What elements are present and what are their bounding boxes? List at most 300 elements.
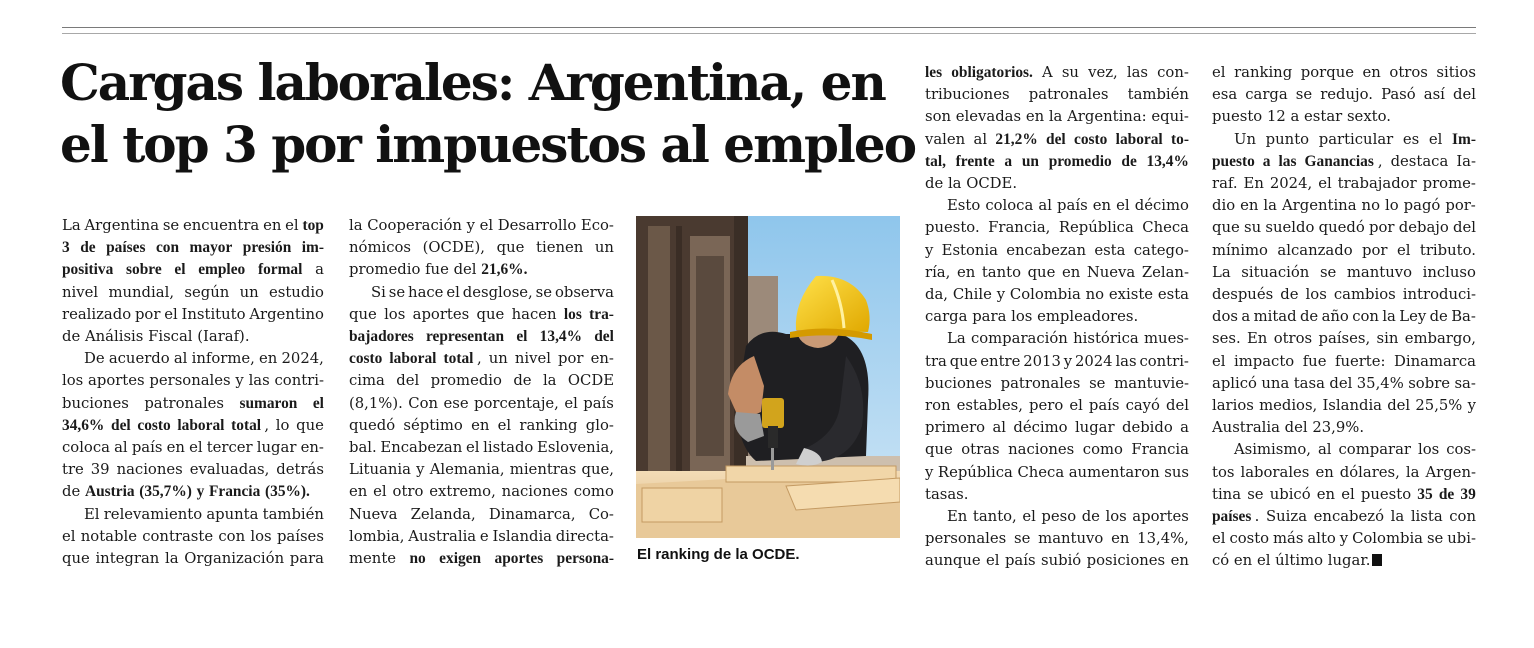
text: con bbox=[1449, 508, 1476, 526]
article-line bbox=[1212, 462, 1476, 484]
text: dólares, bbox=[1339, 463, 1400, 481]
text: 12 bbox=[1266, 108, 1286, 126]
article-paragraph bbox=[62, 348, 324, 503]
text: el bbox=[164, 305, 178, 323]
bold-text: im- bbox=[301, 239, 324, 257]
text: en bbox=[166, 439, 185, 457]
article-line bbox=[1212, 62, 1476, 84]
text: lo bbox=[275, 416, 290, 434]
text: a bbox=[1180, 419, 1189, 437]
text: medios, bbox=[1259, 397, 1318, 415]
article-line bbox=[925, 151, 1189, 173]
text: Encabezan bbox=[380, 439, 463, 457]
article-line bbox=[1212, 528, 1476, 550]
text: 23,9%. bbox=[1312, 419, 1365, 437]
article-line bbox=[1212, 373, 1476, 395]
article-line bbox=[349, 504, 614, 526]
text: primero bbox=[925, 419, 986, 437]
bold-text: Francia bbox=[208, 483, 261, 501]
text: esta bbox=[1094, 241, 1126, 259]
text: que bbox=[1027, 263, 1056, 281]
text: vez, bbox=[1088, 64, 1118, 81]
text: situación bbox=[1241, 263, 1310, 281]
text: tre bbox=[62, 461, 84, 479]
text: el bbox=[446, 283, 460, 301]
text: Instituto bbox=[181, 305, 246, 323]
text: el bbox=[1256, 552, 1271, 570]
text: El bbox=[84, 505, 100, 523]
article-line bbox=[62, 237, 324, 259]
text: realizado bbox=[62, 305, 132, 323]
article-paragraph bbox=[1212, 439, 1476, 572]
text: trabajador bbox=[1337, 175, 1417, 193]
text: puesto bbox=[1360, 485, 1412, 503]
text: de bbox=[62, 483, 81, 501]
bold-text: representan bbox=[425, 328, 505, 346]
article-paragraph bbox=[62, 504, 324, 571]
text: integran bbox=[95, 550, 160, 568]
text: el bbox=[1428, 130, 1443, 148]
text: bal. bbox=[349, 439, 377, 457]
text: buciones bbox=[62, 394, 129, 412]
text: fue bbox=[1302, 352, 1327, 370]
text: y bbox=[466, 217, 475, 234]
text: e bbox=[479, 527, 489, 545]
bold-text: el bbox=[174, 261, 186, 279]
text: mitad bbox=[1253, 308, 1297, 326]
text: detrás bbox=[276, 461, 324, 479]
text: Asimismo, bbox=[1234, 441, 1312, 459]
text: por bbox=[1369, 219, 1395, 237]
text: 39 bbox=[90, 461, 110, 479]
text: estables, bbox=[956, 397, 1023, 415]
text: Ia- bbox=[1456, 152, 1476, 170]
text: Chile bbox=[952, 286, 992, 304]
text: otros bbox=[1273, 330, 1313, 348]
text: al bbox=[1038, 197, 1052, 215]
bold-text: países bbox=[1212, 508, 1252, 526]
text: y bbox=[1339, 530, 1349, 548]
text: informe, bbox=[191, 350, 255, 368]
bold-text: el bbox=[516, 328, 528, 346]
bold-text: sobre bbox=[126, 261, 162, 279]
article-line bbox=[925, 84, 1189, 106]
text: Nueva bbox=[1086, 263, 1136, 281]
text: coloca bbox=[62, 439, 110, 457]
bold-text: tal, bbox=[925, 152, 946, 170]
article-line bbox=[1212, 306, 1476, 328]
text: de bbox=[62, 328, 81, 346]
text: sa- bbox=[1454, 374, 1476, 392]
text: introduci- bbox=[1402, 286, 1476, 304]
text: impacto bbox=[1234, 352, 1295, 370]
text: y bbox=[925, 241, 934, 259]
article-line bbox=[349, 393, 614, 415]
text: Colombia bbox=[1352, 530, 1424, 548]
text: de bbox=[925, 175, 944, 193]
article-line bbox=[349, 237, 614, 259]
article-line bbox=[925, 395, 1189, 417]
text: lugar. bbox=[1327, 552, 1371, 570]
bold-text: total bbox=[443, 350, 474, 368]
text: la bbox=[349, 217, 363, 234]
text: del bbox=[1166, 397, 1189, 415]
text: al bbox=[973, 130, 988, 148]
text: en bbox=[1111, 530, 1130, 548]
bold-text: de bbox=[80, 239, 96, 257]
text: que bbox=[62, 550, 90, 568]
article-line bbox=[1212, 262, 1476, 284]
text: décimo bbox=[1013, 419, 1068, 437]
article-line bbox=[1212, 173, 1476, 195]
article-paragraph bbox=[62, 215, 324, 348]
article-column-3 bbox=[925, 62, 1189, 573]
article-line bbox=[925, 373, 1189, 395]
text: OCDE. bbox=[966, 175, 1018, 193]
text: pero bbox=[1029, 397, 1064, 415]
text: contraste bbox=[142, 527, 214, 545]
text: el bbox=[1116, 197, 1130, 215]
text: debajo bbox=[1398, 219, 1449, 237]
bold-text: total bbox=[231, 416, 262, 434]
text: y bbox=[996, 286, 1006, 304]
text: que bbox=[296, 416, 324, 434]
text: en bbox=[263, 217, 282, 234]
text: del bbox=[396, 372, 420, 390]
text: hace bbox=[408, 283, 444, 301]
bold-text: empleo bbox=[198, 261, 246, 279]
bold-text: las bbox=[1278, 152, 1297, 170]
text: 2024, bbox=[281, 350, 324, 368]
text: Zelan- bbox=[1141, 263, 1189, 281]
text: y bbox=[235, 372, 244, 390]
text: Nueva bbox=[349, 505, 398, 523]
bold-text: (35%). bbox=[265, 483, 310, 501]
article-line bbox=[925, 195, 1189, 217]
text: que bbox=[476, 305, 505, 323]
text: encabezan bbox=[1006, 241, 1087, 259]
text: 13,4%, bbox=[1137, 530, 1189, 548]
article-line bbox=[925, 106, 1189, 128]
article-line bbox=[349, 481, 614, 503]
article-line bbox=[1212, 328, 1476, 350]
bold-text: obligatorios. bbox=[951, 64, 1033, 81]
text: La bbox=[62, 217, 81, 234]
text: como bbox=[1082, 441, 1123, 459]
text: ubicó bbox=[1269, 485, 1311, 503]
text: tributo. bbox=[1419, 241, 1476, 259]
text: punto bbox=[1265, 130, 1310, 148]
text: con bbox=[1352, 308, 1379, 326]
text: después bbox=[1212, 286, 1274, 304]
text: República bbox=[1058, 219, 1134, 237]
text: el bbox=[564, 394, 578, 412]
bold-text: costo bbox=[349, 350, 383, 368]
text: Dinamarca bbox=[1394, 352, 1476, 370]
text: del bbox=[1452, 86, 1476, 104]
text: aunque bbox=[925, 552, 981, 570]
text: aportes bbox=[1132, 508, 1189, 526]
text: cima bbox=[349, 372, 385, 390]
article-line bbox=[925, 284, 1189, 306]
text: tos bbox=[1212, 463, 1235, 481]
text: la bbox=[1382, 308, 1396, 326]
text: en bbox=[1316, 485, 1336, 503]
article-line bbox=[349, 259, 614, 281]
text: da, bbox=[925, 286, 948, 304]
article-line bbox=[62, 393, 324, 415]
text: larios bbox=[1212, 397, 1254, 415]
text: personales bbox=[925, 530, 1007, 548]
text: los bbox=[1011, 308, 1033, 326]
text: con- bbox=[1157, 64, 1189, 81]
text: el bbox=[1396, 241, 1411, 259]
text: Dinamarca, bbox=[488, 505, 576, 523]
text: OCDE bbox=[567, 372, 614, 390]
text: estudio bbox=[269, 283, 324, 301]
text: sus bbox=[1164, 463, 1189, 481]
text: directa- bbox=[555, 527, 614, 545]
text: observa bbox=[554, 283, 614, 301]
text: mantuvo bbox=[1038, 530, 1104, 548]
text: Si bbox=[371, 283, 386, 301]
text: para bbox=[972, 308, 1007, 326]
text: Checa bbox=[1142, 219, 1189, 237]
text: nómicos bbox=[349, 239, 411, 257]
text: equi- bbox=[1151, 108, 1189, 126]
article-line bbox=[62, 370, 324, 392]
text: país bbox=[1057, 197, 1088, 215]
text: lo bbox=[1385, 197, 1399, 215]
text: y bbox=[416, 461, 425, 479]
text: acuerdo bbox=[108, 350, 170, 368]
text: apunta bbox=[206, 505, 259, 523]
bold-text: Austria bbox=[84, 483, 135, 501]
text: elevadas bbox=[955, 108, 1022, 126]
article-line bbox=[349, 415, 614, 437]
text: el bbox=[373, 483, 387, 501]
text: otras bbox=[961, 441, 1000, 459]
text: 25,5% bbox=[1415, 397, 1463, 415]
bold-text: exigen bbox=[439, 550, 482, 568]
text: redujo. bbox=[1320, 86, 1373, 104]
text: de bbox=[1280, 286, 1299, 304]
text: se bbox=[1319, 263, 1337, 281]
text: lugar bbox=[256, 439, 297, 457]
bold-text: persona- bbox=[556, 550, 614, 568]
bold-text: 13,4% bbox=[1146, 152, 1189, 170]
text: Eco- bbox=[580, 217, 614, 234]
bold-text: 3 bbox=[62, 239, 70, 257]
text: alto bbox=[1307, 530, 1336, 548]
article-line bbox=[62, 282, 324, 304]
text: Eslovenia, bbox=[537, 439, 614, 457]
article-line bbox=[925, 62, 1189, 84]
bold-text: Ganancias bbox=[1304, 152, 1374, 170]
text: Organización bbox=[184, 550, 285, 568]
article-line bbox=[925, 217, 1189, 239]
headline bbox=[60, 52, 920, 176]
text: ranking bbox=[1234, 64, 1293, 81]
text: la bbox=[542, 372, 557, 390]
article-line bbox=[925, 439, 1189, 461]
text: cambios bbox=[1333, 286, 1396, 304]
text: Australia bbox=[1212, 419, 1280, 437]
text: un bbox=[594, 239, 614, 257]
bold-text: top bbox=[302, 217, 324, 234]
text: el bbox=[1212, 530, 1226, 548]
text: el bbox=[189, 439, 203, 457]
article-line bbox=[1212, 106, 1476, 128]
text: la bbox=[1263, 197, 1277, 215]
text: mente bbox=[349, 550, 397, 568]
text: sin bbox=[1376, 330, 1399, 348]
text: en bbox=[471, 416, 490, 434]
text: a bbox=[1290, 108, 1300, 126]
text: carga bbox=[1245, 86, 1288, 104]
text: año bbox=[1321, 308, 1349, 326]
text: un bbox=[239, 283, 259, 301]
article-line bbox=[62, 437, 324, 459]
text: peso bbox=[1041, 508, 1077, 526]
article-line bbox=[925, 240, 1189, 262]
text: patronales bbox=[144, 394, 224, 412]
text: aportes bbox=[412, 305, 470, 323]
text: ubi- bbox=[1447, 530, 1476, 548]
headline-line: el top 3 por impuestos al empleo bbox=[60, 115, 916, 174]
bold-text: tra- bbox=[589, 305, 614, 323]
text: por bbox=[134, 305, 161, 323]
text: el bbox=[497, 416, 512, 434]
bold-text: del bbox=[111, 416, 131, 434]
text: desglose, bbox=[462, 283, 533, 301]
text: en bbox=[956, 263, 976, 281]
article-line bbox=[62, 504, 324, 526]
text: En bbox=[1247, 330, 1268, 348]
text: mundial, bbox=[108, 283, 175, 301]
text: 2013 bbox=[1023, 352, 1061, 370]
text: aumentaron bbox=[1068, 463, 1160, 481]
article-line bbox=[1212, 151, 1476, 173]
text: fue bbox=[425, 261, 449, 279]
text: cos- bbox=[1446, 441, 1476, 459]
text: Desarrollo bbox=[497, 217, 577, 234]
text: país bbox=[1088, 397, 1120, 415]
article-line bbox=[925, 306, 1189, 328]
article-line bbox=[925, 462, 1189, 484]
article-paragraph bbox=[1212, 129, 1476, 440]
bold-text: 21,2% bbox=[995, 130, 1038, 148]
end-of-article-mark bbox=[1372, 554, 1382, 566]
text: puesto bbox=[1212, 108, 1263, 126]
text: Pasó bbox=[1381, 86, 1416, 104]
text: embargo, bbox=[1404, 330, 1476, 348]
bold-text: costo bbox=[1074, 130, 1108, 148]
text: no bbox=[1085, 286, 1105, 304]
article-line bbox=[349, 348, 614, 370]
text: valen bbox=[925, 130, 966, 148]
text: la bbox=[1048, 108, 1063, 126]
bold-text: sumaron bbox=[239, 394, 298, 412]
text: Esto bbox=[947, 197, 981, 215]
text: las bbox=[248, 372, 270, 390]
text: Argentina: bbox=[1067, 108, 1147, 126]
text: las bbox=[1126, 64, 1148, 81]
text: encabezó bbox=[1313, 508, 1384, 526]
text: mantuvie- bbox=[1114, 374, 1189, 392]
bold-text: positiva bbox=[62, 261, 114, 279]
text: en bbox=[1233, 552, 1253, 570]
text: el bbox=[465, 439, 480, 457]
bold-text: el bbox=[312, 394, 324, 412]
bold-text: Im- bbox=[1452, 130, 1476, 148]
article-line bbox=[62, 415, 324, 437]
text: Análisis bbox=[84, 328, 144, 346]
article-line bbox=[62, 548, 324, 570]
article-column-4 bbox=[1212, 62, 1476, 573]
text: En bbox=[947, 508, 968, 526]
text: y bbox=[925, 463, 934, 481]
text: un bbox=[488, 350, 508, 368]
text: có bbox=[1212, 552, 1230, 570]
text: En bbox=[1243, 175, 1264, 193]
text: Lituania bbox=[349, 461, 411, 479]
text: que bbox=[1212, 219, 1240, 237]
text: se bbox=[1295, 86, 1313, 104]
text: sobre bbox=[1408, 374, 1451, 392]
text: mientras bbox=[509, 461, 577, 479]
text: ría, bbox=[925, 263, 951, 281]
text: personales bbox=[149, 372, 231, 390]
article-line bbox=[1212, 351, 1476, 373]
text: (8,1%). bbox=[349, 394, 403, 412]
text: tribuciones bbox=[925, 86, 1010, 104]
text: mues- bbox=[1144, 330, 1189, 348]
text: tina bbox=[1212, 485, 1242, 503]
text: alcanzado bbox=[1277, 241, 1353, 259]
text: lombia, bbox=[349, 527, 405, 545]
text: coloca bbox=[985, 197, 1034, 215]
text: Con bbox=[408, 394, 439, 412]
bold-text: laboral bbox=[1115, 130, 1163, 148]
text: que bbox=[949, 352, 978, 370]
article-line bbox=[1212, 84, 1476, 106]
text: aplicó bbox=[1212, 374, 1257, 392]
text: tasa bbox=[1293, 374, 1325, 392]
text: (Iaraf). bbox=[197, 328, 250, 346]
text: (OCDE), bbox=[422, 239, 485, 257]
text: , bbox=[1377, 152, 1383, 170]
text: tra bbox=[925, 352, 947, 370]
text: país bbox=[1004, 552, 1036, 570]
text: tercer bbox=[206, 439, 253, 457]
article-line bbox=[349, 326, 614, 348]
bold-text: presión bbox=[242, 239, 292, 257]
bold-text: no bbox=[409, 550, 426, 568]
text: destaca bbox=[1390, 152, 1449, 170]
article-line bbox=[1212, 550, 1476, 572]
photo-caption: El ranking de la OCDE. bbox=[637, 546, 800, 563]
text: , bbox=[476, 350, 482, 368]
bold-text: de bbox=[1438, 485, 1455, 503]
article-line bbox=[925, 129, 1189, 151]
text: histórica bbox=[1073, 330, 1139, 348]
text: que, bbox=[581, 461, 614, 479]
text: posiciones bbox=[1086, 552, 1166, 570]
text: su bbox=[1244, 219, 1262, 237]
bold-text: los bbox=[563, 305, 582, 323]
article-line bbox=[1212, 217, 1476, 239]
